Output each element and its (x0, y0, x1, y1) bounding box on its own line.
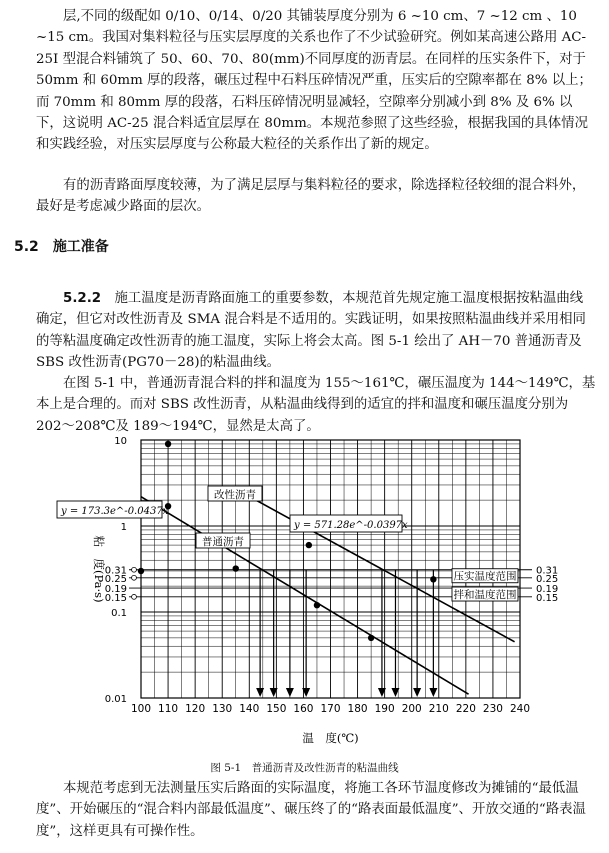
x-tick-label: 160 (293, 703, 314, 715)
axis-marker (132, 575, 137, 580)
x-tick-label: 220 (455, 703, 476, 715)
x-tick-label: 130 (212, 703, 233, 715)
equation-ordinary: y = 173.3e^-0.0437x (61, 506, 169, 517)
series-label-ordinary: 普通沥青 (202, 536, 244, 548)
y-tick-label-right: 0.25 (536, 573, 559, 585)
y-tick-label-right: 0.15 (536, 592, 559, 604)
y-tick-label-right: 0.19 (536, 584, 559, 596)
x-tick-label: 190 (374, 703, 395, 715)
clause-number: 5.2.2 (63, 291, 102, 306)
data-point-ordinary (368, 635, 374, 641)
axis-marker (132, 567, 137, 572)
paragraph-clause-5-2-2 (36, 288, 596, 374)
x-tick-label: 210 (428, 703, 449, 715)
section-title: 施工准备 (52, 239, 109, 255)
x-tick-label: 140 (239, 703, 260, 715)
x-tick-label: 120 (185, 703, 206, 715)
y-tick-label-left: 0.15 (104, 592, 127, 604)
x-tick-label: 200 (401, 703, 422, 715)
clause-text: 施工温度是沥青路面施工的重要参数，本规范首先规定施工温度根据按粘温曲线确定，但它对改性沥青及 SMA 混合料是不适用的。实践证明，如果按照粘温曲线并采用相同的等粘温度确定改性沥青的施工温度，实际上将会太高。图 5-1 绘出了 AH－70 普通沥青及 SBS 改性沥青(PG70－28)的粘温曲线。 (36, 291, 586, 371)
x-tick-label: 180 (347, 703, 368, 715)
data-point-ordinary (138, 568, 144, 574)
y-tick-label-left: 10 (114, 436, 127, 447)
y-tick-label-left: 0.25 (104, 573, 127, 585)
viscosity-temperature-chart (0, 436, 609, 758)
y-tick-label-left: 0.01 (104, 694, 127, 705)
y-tick-label-right: 0.31 (536, 565, 559, 577)
y-tick-label-left: 0.19 (104, 584, 127, 596)
x-tick-label: 100 (130, 703, 152, 715)
section-number: 5.2 (14, 239, 39, 255)
data-point-modified (165, 441, 171, 447)
band-label-mixing: 拌和温度范围 (453, 589, 517, 602)
equation-modified: y = 571.28e^-0.0397x (294, 520, 408, 531)
y-tick-label-left: 0.1 (111, 608, 127, 619)
paragraph-temperature-analysis: 在图 5-1 中，普通沥青混合料的拌和温度为 155～161℃，碾压温度为 144～149℃，基本上是合理的。而对 SBS 改性沥青，从粘温曲线得到的适宜的拌和温度和碾压温度分别为 202～208℃及 189～194℃，显然是太高了。 (36, 376, 596, 434)
y-tick-label-left: 0.31 (104, 565, 127, 577)
series-label-modified: 改性沥青 (214, 489, 256, 501)
y-tick-label-left: 1 (120, 522, 127, 533)
figure-caption: 图 5-1 普通沥青及改性沥青的粘温曲线 (210, 762, 399, 774)
x-tick-label: 240 (509, 703, 531, 715)
x-tick-label: 170 (320, 703, 341, 715)
x-tick-label: 150 (266, 703, 287, 715)
section-heading (14, 236, 109, 256)
x-axis-label: 温 度(℃) (302, 731, 359, 745)
data-point-ordinary (233, 565, 239, 571)
y-axis-label: 粘 度(Pa·s) (92, 535, 106, 603)
x-tick-label: 230 (482, 703, 503, 715)
data-point-modified (306, 542, 312, 548)
band-label-compaction: 压实温度范围 (453, 570, 517, 583)
paragraph-temperature-definitions: 本规范考虑到无法测量压实后路面的实际温度，将施工各环节温度修改为摊铺的“最低温度”、开始碾压的“混合料内部最低温度”、碾压终了的“路表面最低温度”、开放交通的“路表温度”，这样更具有可操作性。 (36, 781, 586, 839)
x-tick-label: 110 (158, 703, 179, 715)
axis-marker (132, 594, 137, 599)
data-point-ordinary (314, 602, 320, 608)
paragraph-thin-pavement: 有的沥青路面厚度较薄，为了满足层厚与集料粒径的要求，除选择粒径较细的混合料外，最好是考虑减少路面的层次。 (36, 178, 586, 215)
paragraph-layer-thickness: 层,不同的级配如 0/10、0/14、0/20 其铺装厚度分别为 6 ~10 cm、7 ~12 cm 、10 ~15 cm。我国对集料粒径与压实层厚度的关系也作了不少试验研究。例如某高速公路用 AC-25I 型混合料铺筑了 50、60、70、80(mm)不同厚度的沥青层。在同样的压实条件下，对于 50mm 和 60mm 厚的段落，碾压过程中石料压碎情况严重，压实后的空隙率都在 8% 以上；而 70mm 和 80mm 厚的段落，石料压碎情况明显减轻，空隙率分别减小到 8% 及 6% 以下，这说明 AC-25 混合料适宜层厚在 80mm。本规范参照了这些经验，根据我国的具体情况和实践经验，对压实层厚度与公称最大粒径的关系作出了新的规定。 (36, 9, 592, 153)
